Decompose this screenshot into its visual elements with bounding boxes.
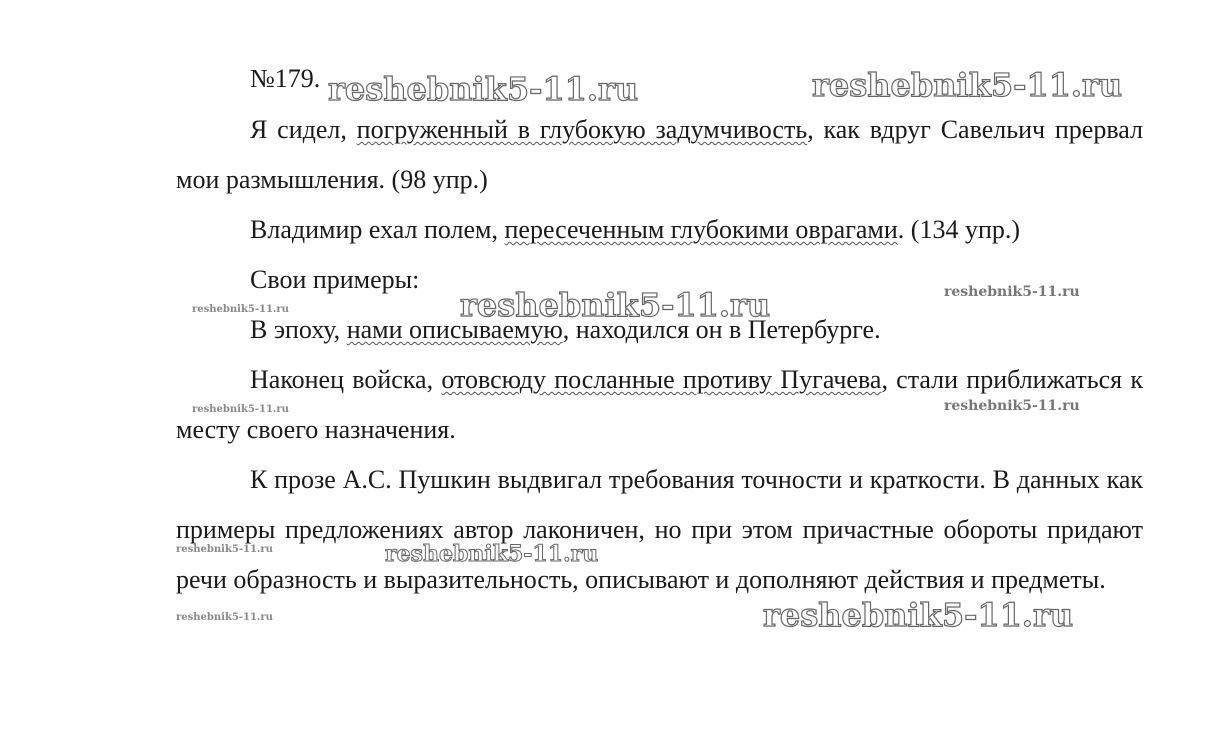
paragraph-4-text-before: В эпоху, xyxy=(250,315,347,344)
paragraph-1-text-after: , как вдруг Савельич прервал мои размышления. (98 упр.) xyxy=(176,115,1144,194)
watermark: reshebnik5-11.ru xyxy=(328,70,639,108)
participial-phrase-2: пересеченным глубокими оврагами xyxy=(504,215,898,244)
paragraph-2-text-after: . (134 упр.) xyxy=(897,215,1021,244)
participial-phrase-1: погруженный в глубокую задумчивость xyxy=(356,115,808,144)
watermark: reshebnik5-11.ru xyxy=(763,596,1074,634)
watermark: reshebnik5-11.ru xyxy=(176,612,273,623)
own-examples-heading: Свои примеры: xyxy=(250,265,420,294)
watermark: reshebnik5-11.ru xyxy=(812,66,1123,104)
paragraph-1-text-before: Я сидел, xyxy=(250,115,357,144)
paragraph-2-text-before: Владимир ехал полем, xyxy=(250,215,505,244)
watermark: reshebnik5-11.ru xyxy=(385,541,599,567)
paragraph-5-text-after: , стали приближаться к месту своего назначения. xyxy=(176,365,1144,444)
paragraph-conclusion: К прозе А.С. Пушкин выдвигал требования точности и краткости. В данных как примеры предложениях автор лаконичен, но при этом причастные обороты придают речи образность и выразительность, описывают и дополняют действия и предметы. xyxy=(176,465,1143,594)
participial-phrase-4: нами описываемую xyxy=(346,315,563,344)
paragraph-1 xyxy=(176,105,1143,205)
participial-phrase-5: отовсюду посланные противу Пугачева xyxy=(441,365,882,394)
paragraph-5-text-before: Наконец войска, xyxy=(250,365,442,394)
paragraph-2 xyxy=(176,205,1143,255)
paragraph-4-text-after: , находился он в Петербурге. xyxy=(562,315,881,344)
watermark: reshebnik5-11.ru xyxy=(944,398,1080,414)
watermark: reshebnik5-11.ru xyxy=(176,544,273,555)
paragraph-4 xyxy=(176,305,1143,355)
watermark: reshebnik5-11.ru xyxy=(192,304,289,315)
watermark: reshebnik5-11.ru xyxy=(192,404,289,415)
watermark: reshebnik5-11.ru xyxy=(944,284,1080,300)
paragraph-5 xyxy=(176,355,1143,455)
exercise-number: №179. xyxy=(250,64,321,93)
watermark: reshebnik5-11.ru xyxy=(460,286,771,324)
